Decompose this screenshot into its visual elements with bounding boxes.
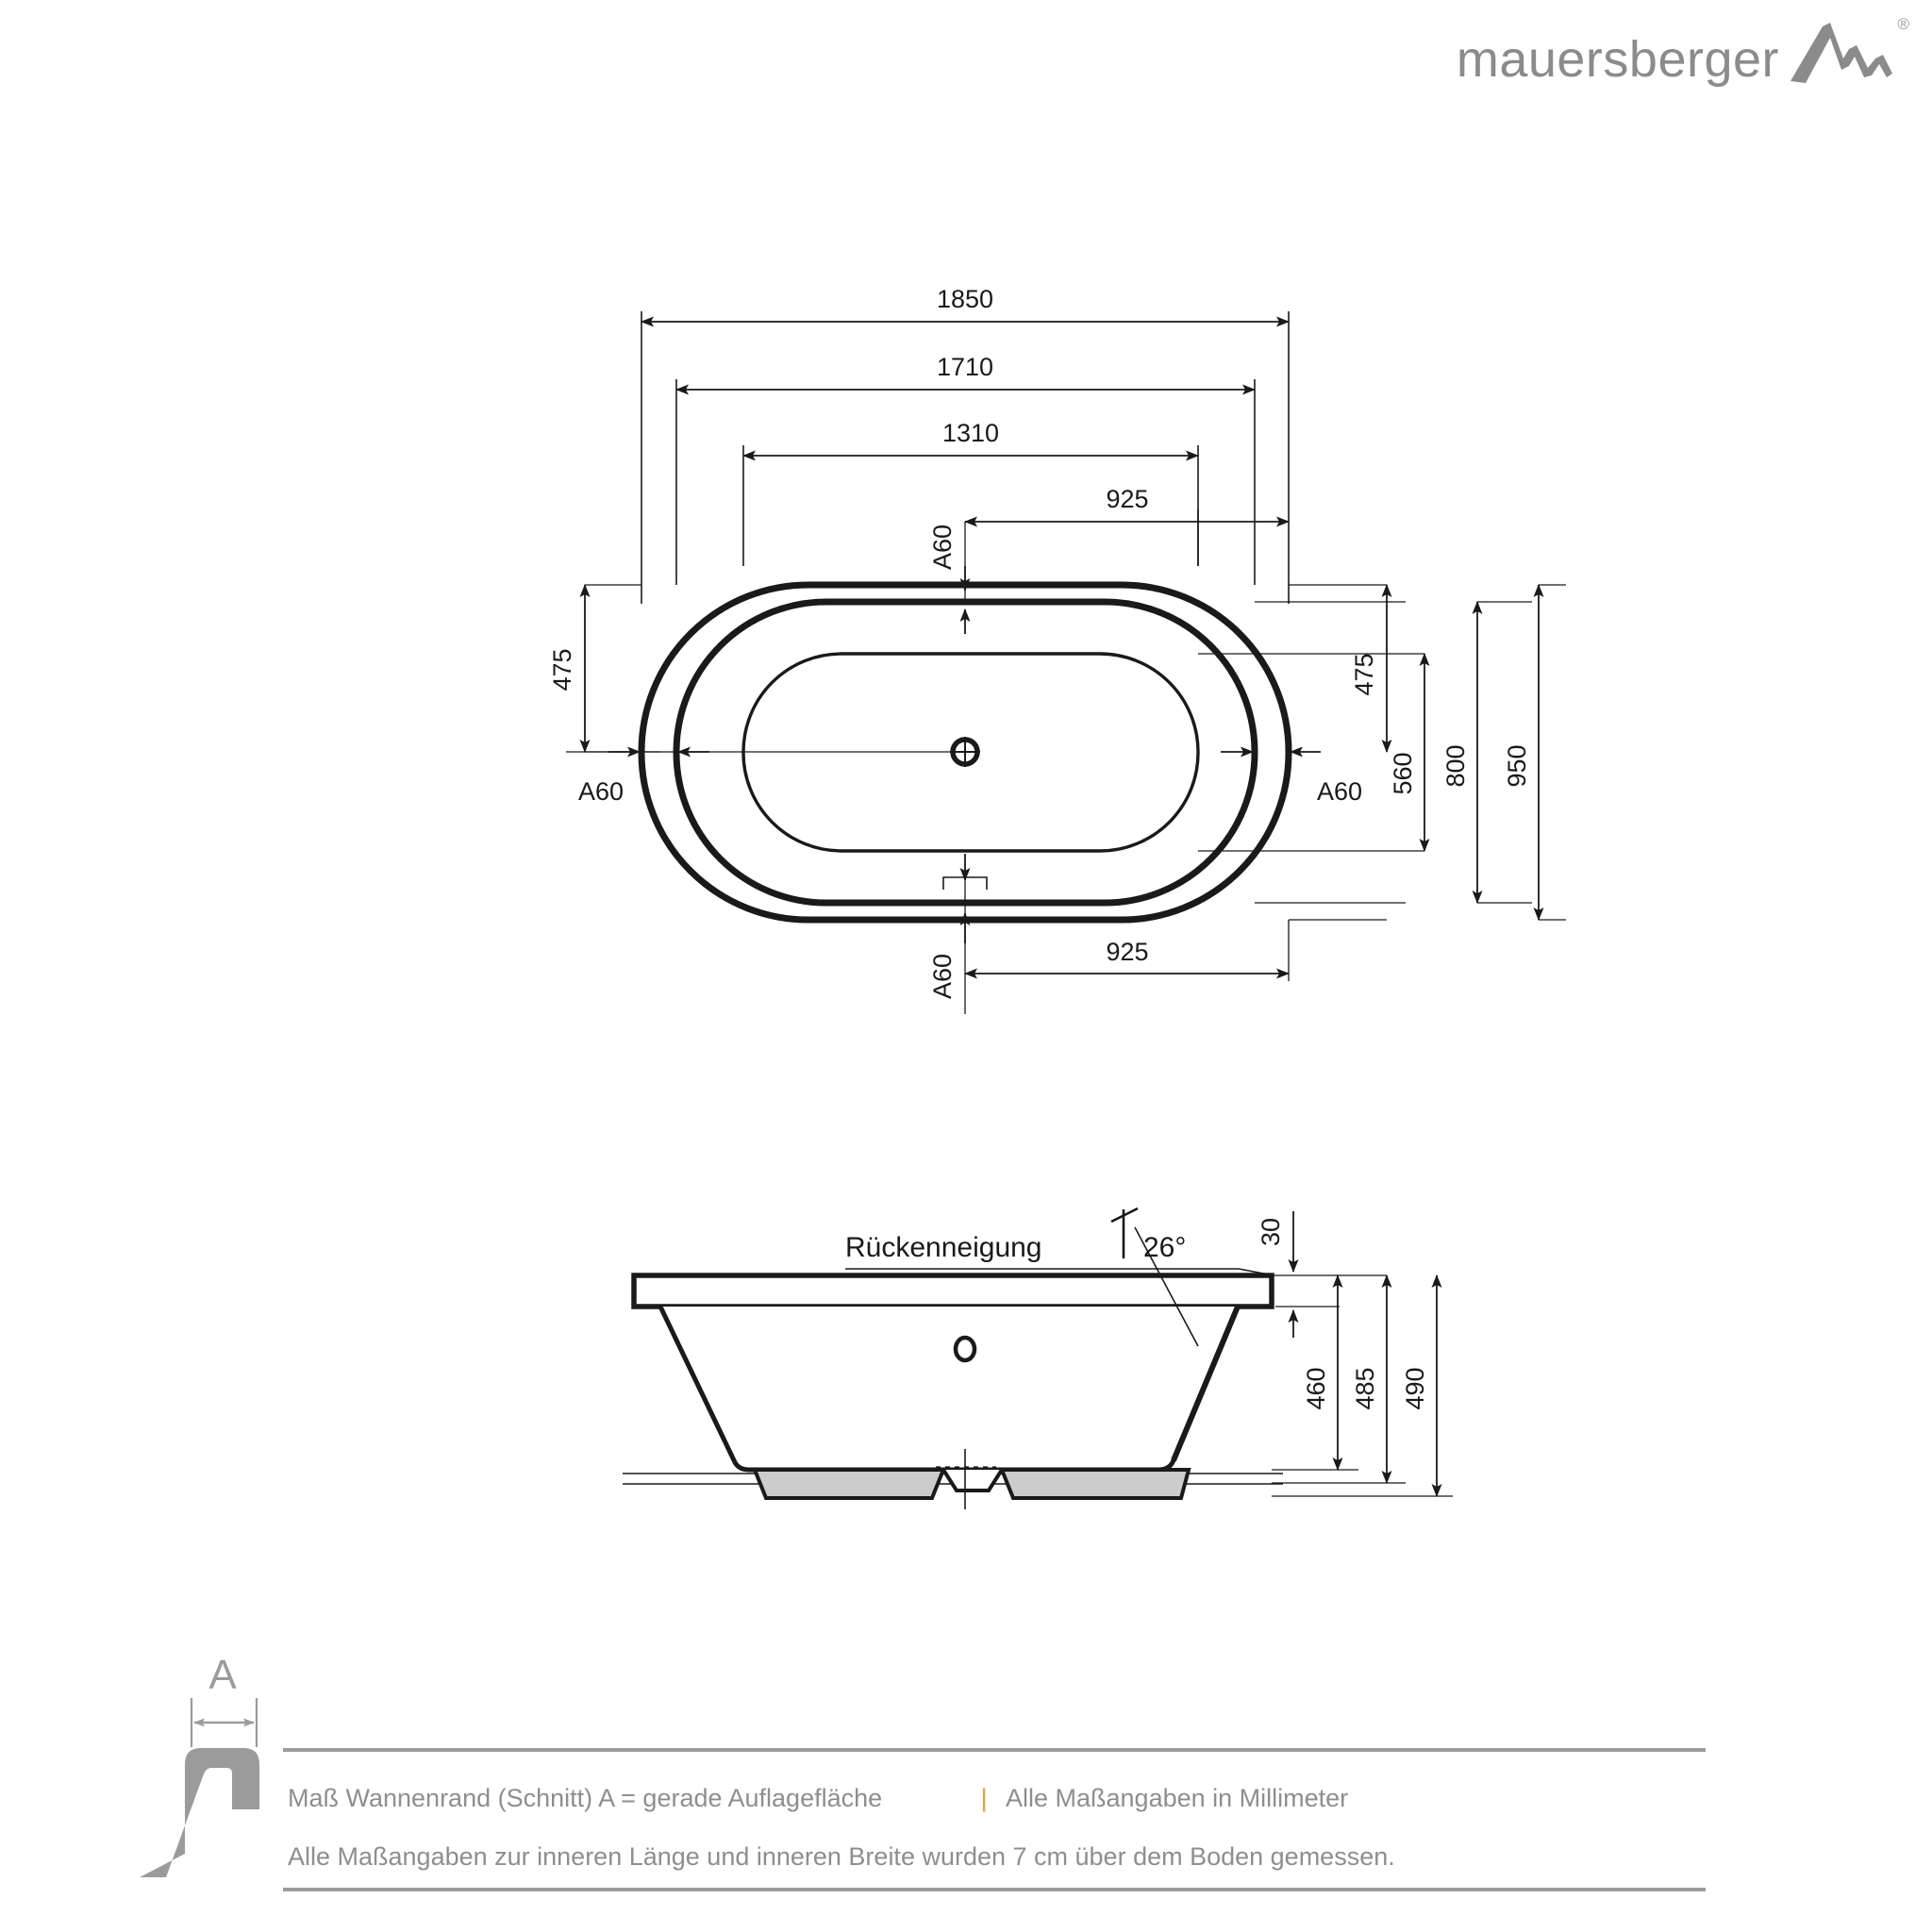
dim-label-1710: 1710 (936, 353, 994, 381)
drain-center-cross (950, 737, 980, 767)
section-marker-top: A60 (928, 524, 957, 571)
dim-label-925-bottom: 925 (1106, 938, 1149, 966)
footer-separator: | (980, 1784, 988, 1812)
section-rim-slab (634, 1275, 1272, 1307)
footer-line2: Alle Maßangaben zur inneren Länge und inneren Breite wurden 7 cm über dem Boden gemessen. (288, 1842, 1395, 1871)
footer-line1-part1: Maß Wannenrand (Schnitt) A = gerade Auflagefläche (288, 1784, 883, 1812)
dim-label-485: 485 (1351, 1367, 1379, 1410)
section-foot-left (755, 1470, 943, 1498)
dim-label-1310: 1310 (941, 419, 1000, 447)
profile-label-A: A (208, 1652, 237, 1698)
dim-label-1850: 1850 (936, 285, 994, 313)
dim-label-560: 560 (1389, 752, 1417, 795)
section-tub-wall (660, 1307, 1238, 1470)
section-marker-bottom: A60 (928, 953, 957, 1000)
section-marker-right: A60 (1316, 777, 1363, 806)
dim-label-490: 490 (1401, 1367, 1429, 1410)
dim-label-30: 30 (1257, 1217, 1285, 1247)
angle-symbol-glyph (1111, 1208, 1138, 1258)
footer-line1-part2: Alle Maßangaben in Millimeter (1006, 1784, 1349, 1812)
section-annotation-angle: 26° (1143, 1232, 1187, 1263)
dim-label-925-top: 925 (1106, 485, 1149, 513)
registered-mark: ® (1897, 15, 1909, 33)
section-drain-recess (943, 1470, 1002, 1491)
dim-label-950: 950 (1503, 744, 1531, 788)
overflow-hole (956, 1338, 974, 1360)
section-annotation-label: Rückenneigung (845, 1232, 1042, 1263)
rim-profile-icon (140, 1698, 259, 1877)
dim-label-800: 800 (1441, 744, 1470, 788)
dim-label-460: 460 (1302, 1367, 1330, 1410)
brand-name: mauersberger (1456, 31, 1779, 88)
dim-label-475-right: 475 (1350, 653, 1378, 696)
dim-label-475-left: 475 (548, 648, 576, 691)
section-marker-left: A60 (577, 777, 625, 806)
section-foot-right (1002, 1470, 1189, 1498)
